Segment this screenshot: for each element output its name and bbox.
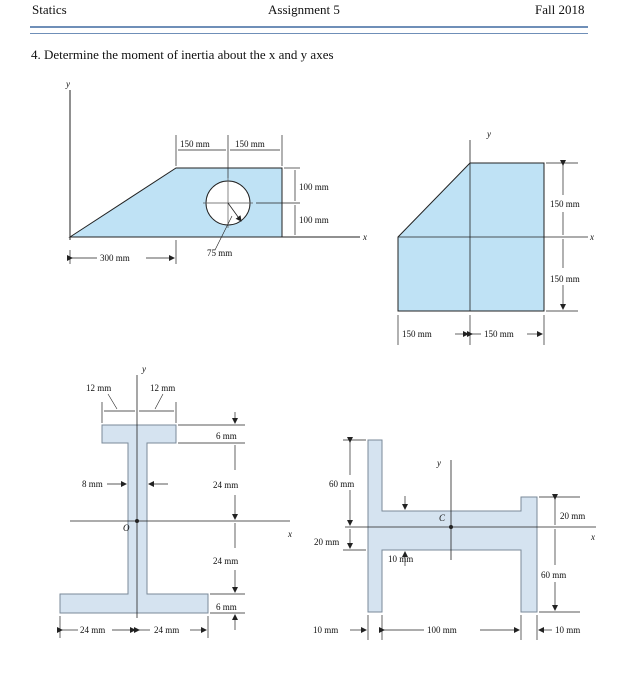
fig4-dim-right-top: 20 mm [560, 511, 586, 521]
fig4-x-axis: x [591, 532, 595, 542]
fig3-dim-web: 8 mm [82, 479, 103, 489]
fig2-x-axis: x [590, 232, 594, 242]
fig3-dim-flange-bottom: 6 mm [216, 602, 237, 612]
fig2-dim-right-upper: 150 mm [550, 199, 580, 209]
fig3-shape [60, 425, 208, 613]
fig1-y-axis: y [66, 79, 70, 89]
fig3-dim-bottom-right: 24 mm [154, 625, 180, 635]
fig2-dim-bottom-left: 150 mm [402, 329, 432, 339]
figure-4 [313, 440, 596, 640]
fig4-dim-left-height: 60 mm [329, 479, 355, 489]
fig1-dim-right-upper: 100 mm [299, 182, 329, 192]
fig2-dim-right-lower: 150 mm [550, 274, 580, 284]
header-assignment: Assignment 5 [268, 2, 340, 17]
figure-3 [60, 364, 292, 638]
fig3-x-axis: x [288, 529, 292, 539]
fig1-dim-top-left: 150 mm [180, 139, 210, 149]
fig1-x-axis: x [363, 232, 367, 242]
fig3-dim-top-right: 12 mm [150, 383, 176, 393]
fig3-dim-upper: 24 mm [213, 480, 239, 490]
fig1-dim-bottom: 300 mm [100, 253, 130, 263]
fig1-dim-radius: 75 mm [207, 248, 233, 258]
figure-1 [65, 79, 367, 264]
fig3-dim-bottom-left: 24 mm [80, 625, 106, 635]
fig4-dim-bottom-mid: 100 mm [427, 625, 457, 635]
fig3-origin: O [123, 523, 130, 533]
fig2-dim-bottom-right: 150 mm [484, 329, 514, 339]
fig3-dim-lower: 24 mm [213, 556, 239, 566]
fig4-y-axis: y [437, 458, 441, 468]
problem-statement: 4. Determine the moment of inertia about the x and y axes [31, 47, 334, 62]
fig3-y-axis: y [142, 364, 146, 374]
fig1-dim-top-right: 150 mm [235, 139, 265, 149]
fig3-dim-flange-top: 6 mm [216, 431, 237, 441]
fig4-centroid: C [439, 513, 446, 523]
header-course: Statics [32, 2, 67, 17]
header-term: Fall 2018 [535, 2, 585, 17]
fig4-dim-bottom-right: 10 mm [555, 625, 581, 635]
fig4-dim-web: 10 mm [388, 554, 414, 564]
fig2-y-axis: y [487, 129, 491, 139]
figure-2 [398, 129, 594, 345]
fig4-dim-left-offset: 20 mm [314, 537, 340, 547]
fig4-dim-bottom-left: 10 mm [313, 625, 339, 635]
fig3-dim-top-left: 12 mm [86, 383, 112, 393]
fig4-dim-right-height: 60 mm [541, 570, 567, 580]
fig1-dim-right-lower: 100 mm [299, 215, 329, 225]
